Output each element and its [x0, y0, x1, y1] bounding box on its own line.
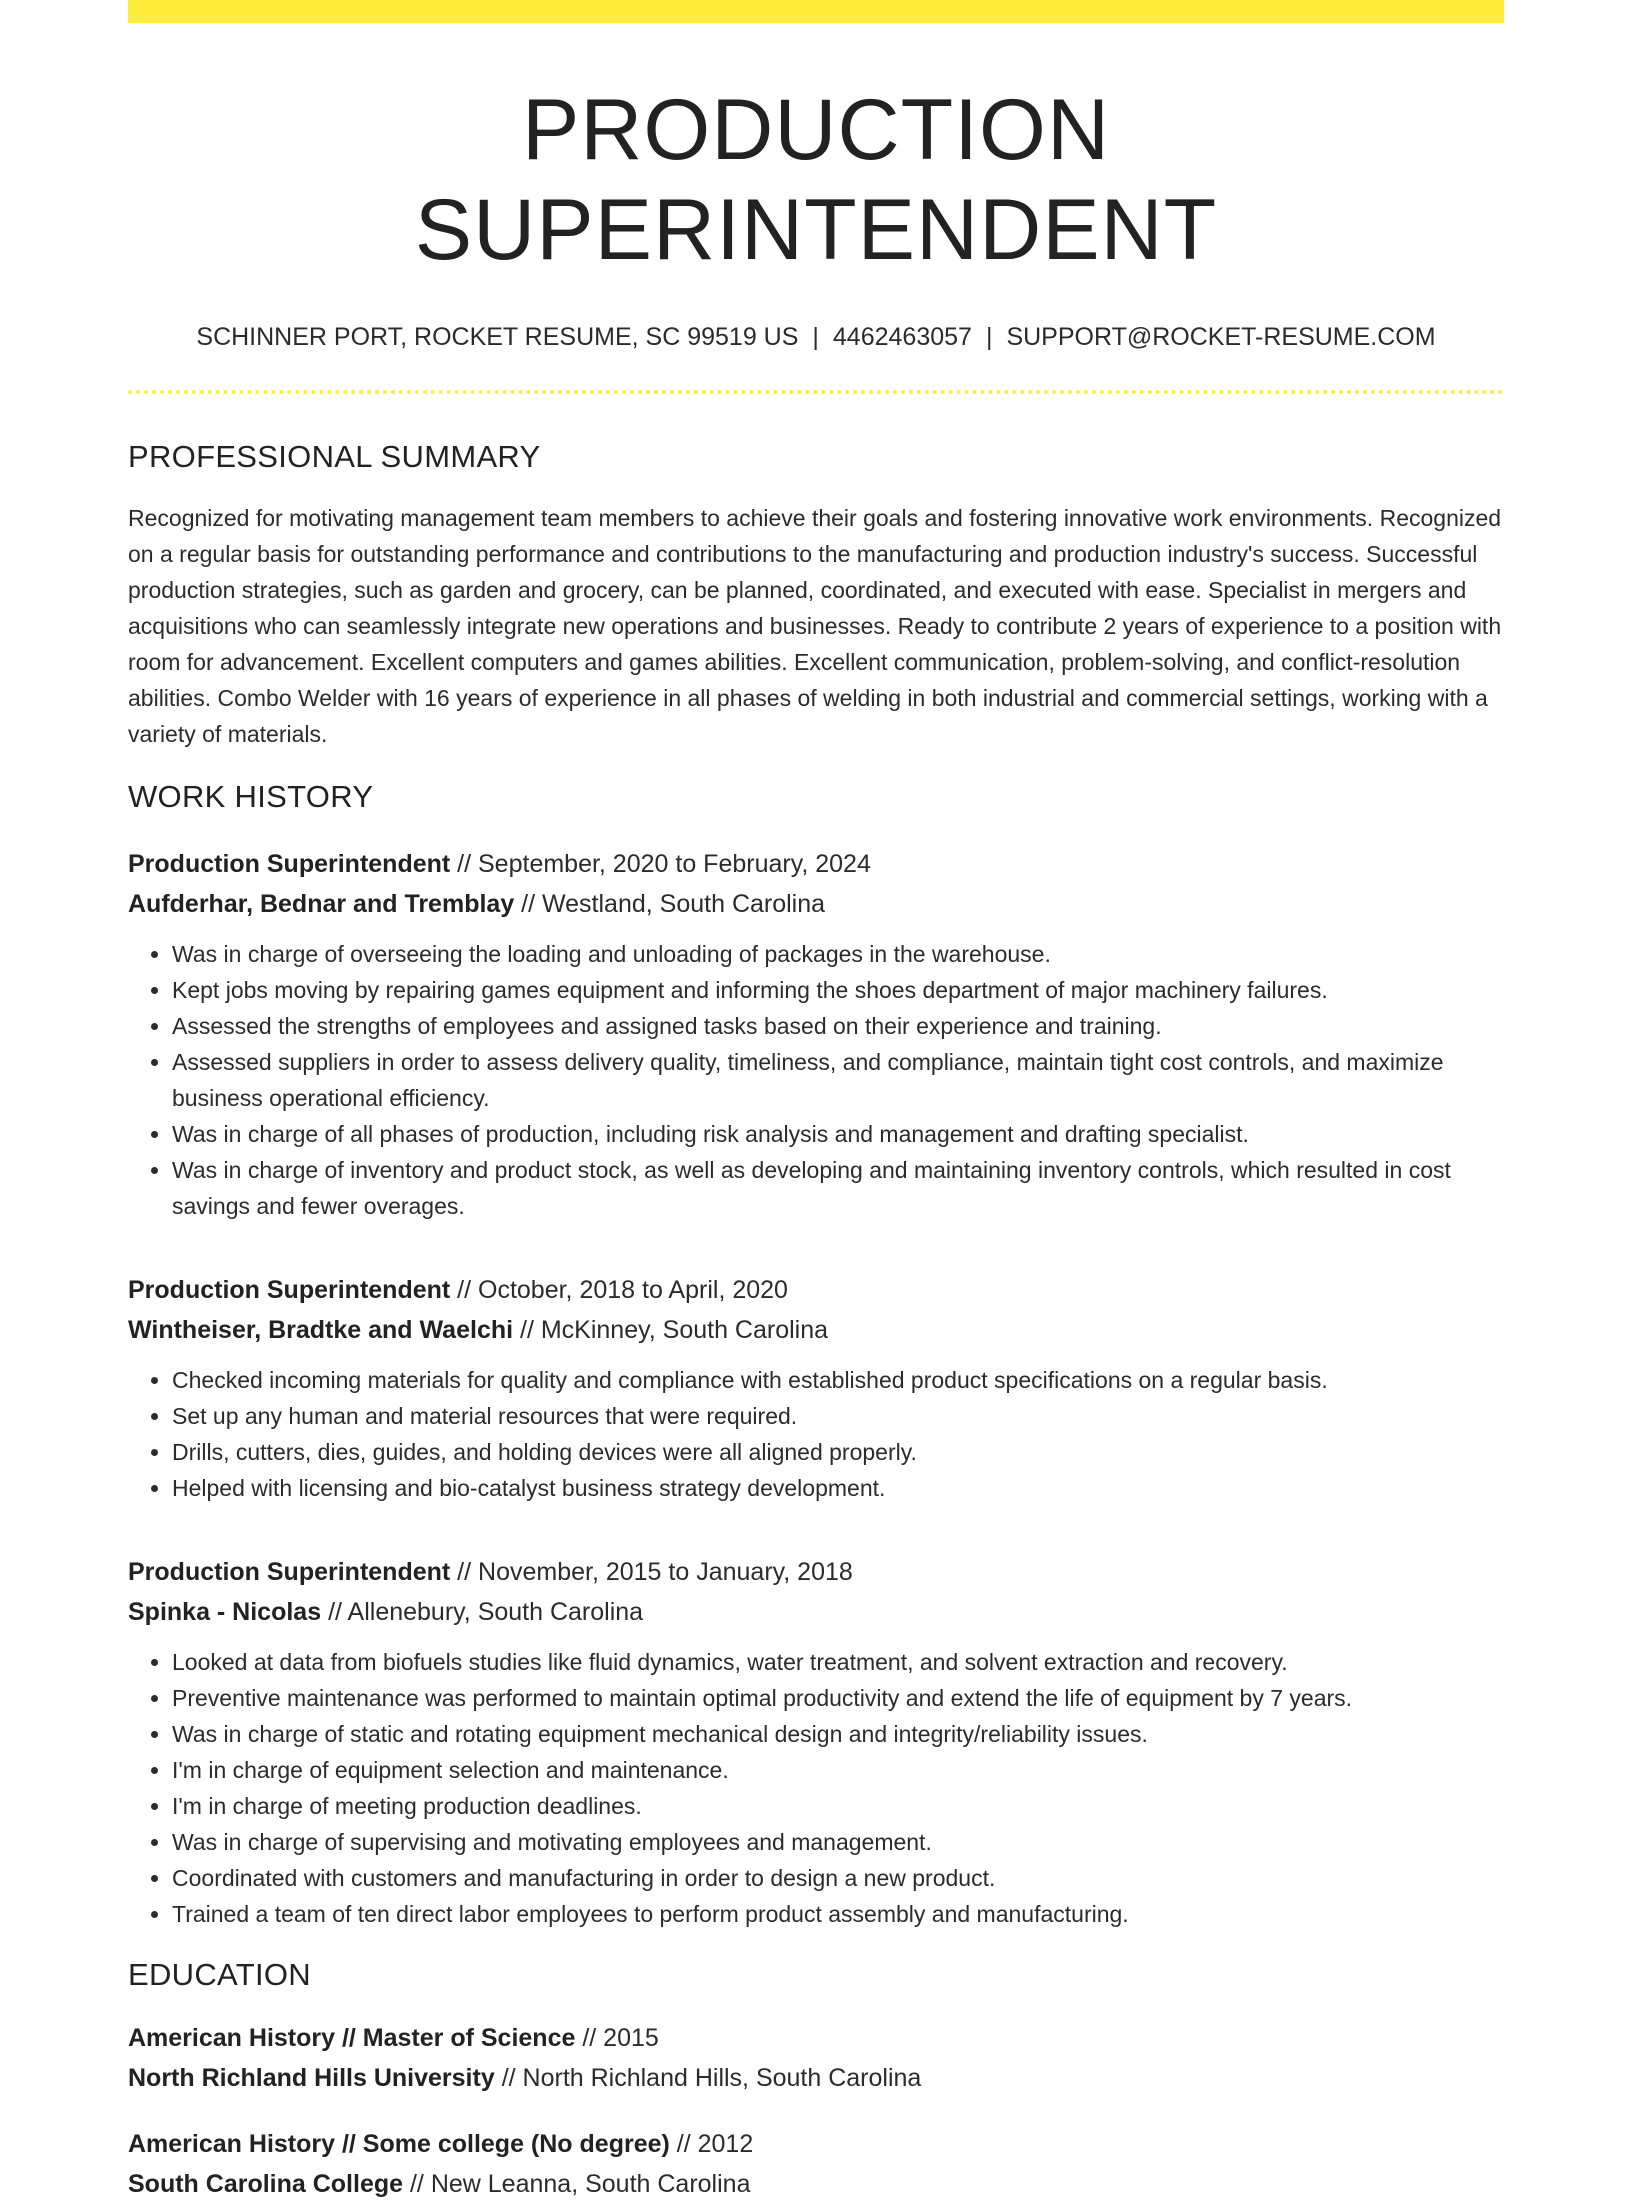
- edu-school-line: [128, 2058, 1504, 2098]
- job-bullets: [128, 1362, 1504, 1506]
- list-item: • Was in charge of overseeing the loading and unloading of packages in the warehouse.: [172, 936, 1504, 972]
- list-item: • Assessed the strengths of employees and assigned tasks based on their experience and training.: [172, 1008, 1504, 1044]
- job-bullets: [128, 936, 1504, 1224]
- list-item: • Preventive maintenance was performed to maintain optimal productivity and extend the life of equipment by 7 years.: [172, 1680, 1504, 1716]
- edu-degree-line: [128, 2124, 1504, 2164]
- list-item: • I'm in charge of equipment selection and maintenance.: [172, 1752, 1504, 1788]
- resume-name: PRODUCTION SUPERINTENDENT: [414, 82, 1218, 278]
- list-item: • Kept jobs moving by repairing games equipment and informing the shoes department of major machinery failures.: [172, 972, 1504, 1008]
- edu-year: // 2015: [582, 2024, 659, 2052]
- job-dates: // October, 2018 to April, 2020: [457, 1276, 788, 1304]
- list-item: • Helped with licensing and bio-catalyst business strategy development.: [172, 1470, 1504, 1506]
- education-entry: [128, 2124, 1504, 2204]
- edu-location: // New Leanna, South Carolina: [409, 2170, 751, 2198]
- edu-school: South Carolina College: [128, 2170, 404, 2198]
- job-entry: [128, 844, 1504, 1224]
- list-item: • Drills, cutters, dies, guides, and holding devices were all aligned properly.: [172, 1434, 1504, 1470]
- list-item: • Was in charge of inventory and product stock, as well as developing and maintaining inventory controls, which resulted in cost savings and fewer overages.: [172, 1152, 1504, 1224]
- list-item: • Was in charge of static and rotating equipment mechanical design and integrity/reliability issues.: [172, 1716, 1504, 1752]
- job-bullets: [128, 1644, 1504, 1932]
- job-company-line: [128, 884, 1504, 924]
- edu-degree: American History // Some college (No degree): [128, 2130, 670, 2158]
- job-title-line: [128, 1552, 1504, 1592]
- job-company: Spinka - Nicolas: [128, 1598, 322, 1626]
- resume-content: [128, 0, 1504, 2204]
- list-item: • Checked incoming materials for quality and compliance with established product specifications on a regular basis.: [172, 1362, 1504, 1398]
- job-location: // Westland, South Carolina: [521, 890, 826, 918]
- job-role: Production Superintendent: [128, 1558, 451, 1586]
- education-heading: EDUCATION: [128, 1957, 311, 1992]
- job-company: Wintheiser, Bradtke and Waelchi: [128, 1316, 514, 1344]
- job-dates: // November, 2015 to January, 2018: [457, 1558, 853, 1586]
- work-history-heading: WORK HISTORY: [128, 779, 374, 814]
- education-entry: [128, 2018, 1504, 2098]
- job-company: Aufderhar, Bednar and Tremblay: [128, 890, 515, 918]
- job-location: // Allenebury, South Carolina: [328, 1598, 644, 1626]
- list-item: • Trained a team of ten direct labor employees to perform product assembly and manufacturing.: [172, 1896, 1504, 1932]
- job-dates: // September, 2020 to February, 2024: [457, 850, 871, 878]
- edu-school-line: [128, 2164, 1504, 2204]
- edu-degree-line: [128, 2018, 1504, 2058]
- list-item: • Looked at data from biofuels studies like fluid dynamics, water treatment, and solvent extraction and recovery.: [172, 1644, 1504, 1680]
- contact-phone: 4462463057: [832, 323, 972, 351]
- job-title-line: [128, 1270, 1504, 1310]
- list-item: • Was in charge of supervising and motivating employees and management.: [172, 1824, 1504, 1860]
- contact-separator: |: [812, 323, 819, 351]
- edu-year: // 2012: [676, 2130, 754, 2158]
- list-item: • Was in charge of all phases of production, including risk analysis and management and drafting specialist.: [172, 1116, 1504, 1152]
- list-item: • I'm in charge of meeting production deadlines.: [172, 1788, 1504, 1824]
- job-role: Production Superintendent: [128, 850, 451, 878]
- job-company-line: [128, 1592, 1504, 1632]
- summary-text: Recognized for motivating management team members to achieve their goals and fostering innovative work environments. Recognized on a regular basis for outstanding performance and contributions to the manufacturing and production industry's success. Successful production strategies, such as garden and grocery, can be planned, coordinated, and executed with ease. Specialist in mergers and acquisitions who can seamlessly integrate new operations and businesses. Ready to contribute 2 years of experience to a position with room for advancement. Excellent computers and games abilities. Excellent communication, problem-solving, and conflict-resolution abilities. Combo Welder with 16 years of experience in all phases of welding in both industrial and commercial settings, working with a variety of materials.: [128, 505, 1502, 747]
- job-title-line: [128, 844, 1504, 884]
- job-location: // McKinney, South Carolina: [520, 1316, 829, 1344]
- list-item: • Coordinated with customers and manufacturing in order to design a new product.: [172, 1860, 1504, 1896]
- contact-address: SCHINNER PORT, ROCKET RESUME, SC 99519 US: [196, 323, 799, 351]
- job-role: Production Superintendent: [128, 1276, 451, 1304]
- header-divider: [128, 390, 1504, 394]
- summary-heading: PROFESSIONAL SUMMARY: [128, 439, 541, 474]
- contact-line: [128, 322, 1504, 352]
- edu-degree: American History // Master of Science: [128, 2024, 576, 2052]
- contact-separator: |: [985, 323, 993, 351]
- job-company-line: [128, 1310, 1504, 1350]
- edu-school: North Richland Hills University: [128, 2064, 495, 2092]
- edu-location: // North Richland Hills, South Carolina: [501, 2064, 922, 2092]
- list-item: • Set up any human and material resources that were required.: [172, 1398, 1504, 1434]
- contact-email: SUPPORT@ROCKET-RESUME.COM: [1006, 323, 1436, 351]
- list-item: • Assessed suppliers in order to assess delivery quality, timeliness, and compliance, maintain tight cost controls, and maximize business operational efficiency.: [172, 1044, 1504, 1116]
- job-entry: [128, 1552, 1504, 1932]
- job-entry: [128, 1270, 1504, 1506]
